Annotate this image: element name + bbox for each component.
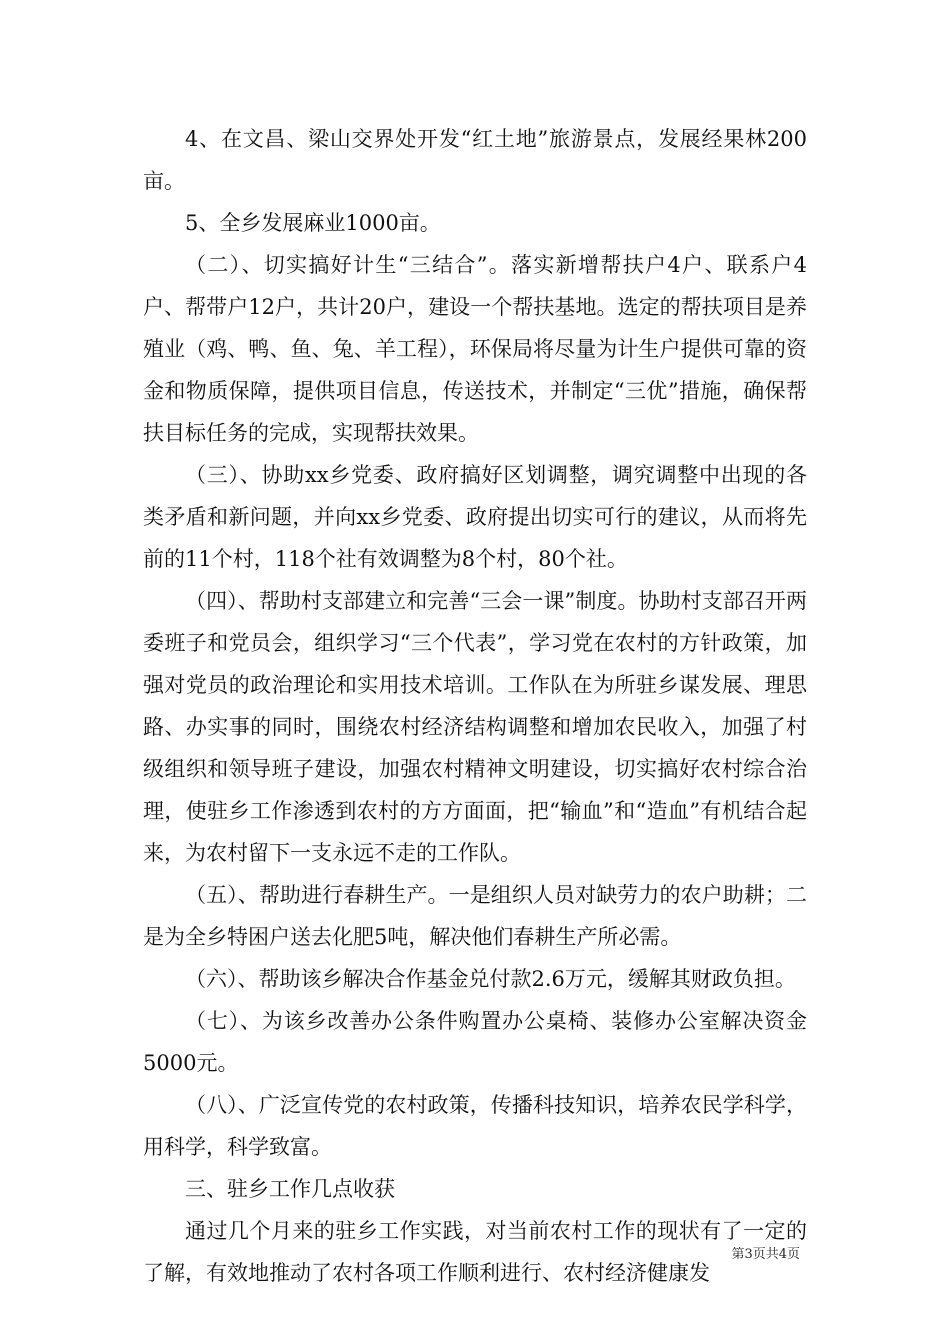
paragraph-section-6: （六）、帮助该乡解决合作基金兑付款2.6万元，缓解其财政负担。 — [185, 967, 796, 991]
paragraph-section-2: （二）、切实搞好计生“三结合”。落实新增帮扶户4户、联系户4户、帮带户12户，共计20户，建设一个帮扶基地。选定的帮扶项目是养殖业（鸡、鸭、鱼、兔、羊工程），环保局将尽量为计生户提供可靠的资金和物质保障，提供项目信息，传送技术，并制定“三优”措施，确保帮扶目标任务的完成，实现帮扶效果。 — [143, 253, 807, 445]
paragraph-section-7: （七）、为该乡改善办公条件购置办公桌椅、装修办公室解决资金5000元。 — [143, 1009, 807, 1075]
paragraph-section-4: （四）、帮助村支部建立和完善“三会一课”制度。协助村支部召开两委班子和党员会，组织学习“三个代表”，学习党在农村的方针政策，加强对党员的政治理论和实用技术培训。工作队在为所驻乡谋发展、理思路、办实事的同时，围绕农村经济结构调整和增加农民收入，加强了村级组织和领导班子建设，加强农村精神文明建设，切实搞好农村综合治理，使驻乡工作渗透到农村的方方面面，把“输血”和“造血”有机结合起来，为农村留下一支永远不走的工作队。 — [143, 589, 807, 865]
document-body — [143, 118, 807, 1294]
section-heading-3: 三、驻乡工作几点收获 — [185, 1177, 395, 1201]
paragraph-section-3: （三）、协助xx乡党委、政府搞好区划调整，调究调整中出现的各类矛盾和新问题，并向xx乡党委、政府提出切实可行的建议，从而将先前的11个村，118个社有效调整为8个村，80个社。 — [143, 463, 807, 571]
paragraph-item-5: 5、全乡发展麻业1000亩。 — [185, 211, 441, 235]
paragraph-section-5: （五）、帮助进行春耕生产。一是组织人员对缺劳力的农户助耕；二是为全乡特困户送去化肥5吨，解决他们春耕生产所必需。 — [143, 883, 807, 949]
paragraph-harvest: 通过几个月来的驻乡工作实践，对当前农村工作的现状有了一定的了解，有效地推动了农村各项工作顺利进行、农村经济健康发 — [143, 1219, 807, 1285]
paragraph-section-8: （八）、广泛宣传党的农村政策，传播科技知识，培养农民学科学，用科学，科学致富。 — [143, 1093, 807, 1159]
paragraph-item-4: 4、在文昌、梁山交界处开发“红土地”旅游景点，发展经果林200亩。 — [143, 127, 807, 193]
page-number: 第3页共4页 — [731, 1247, 800, 1262]
